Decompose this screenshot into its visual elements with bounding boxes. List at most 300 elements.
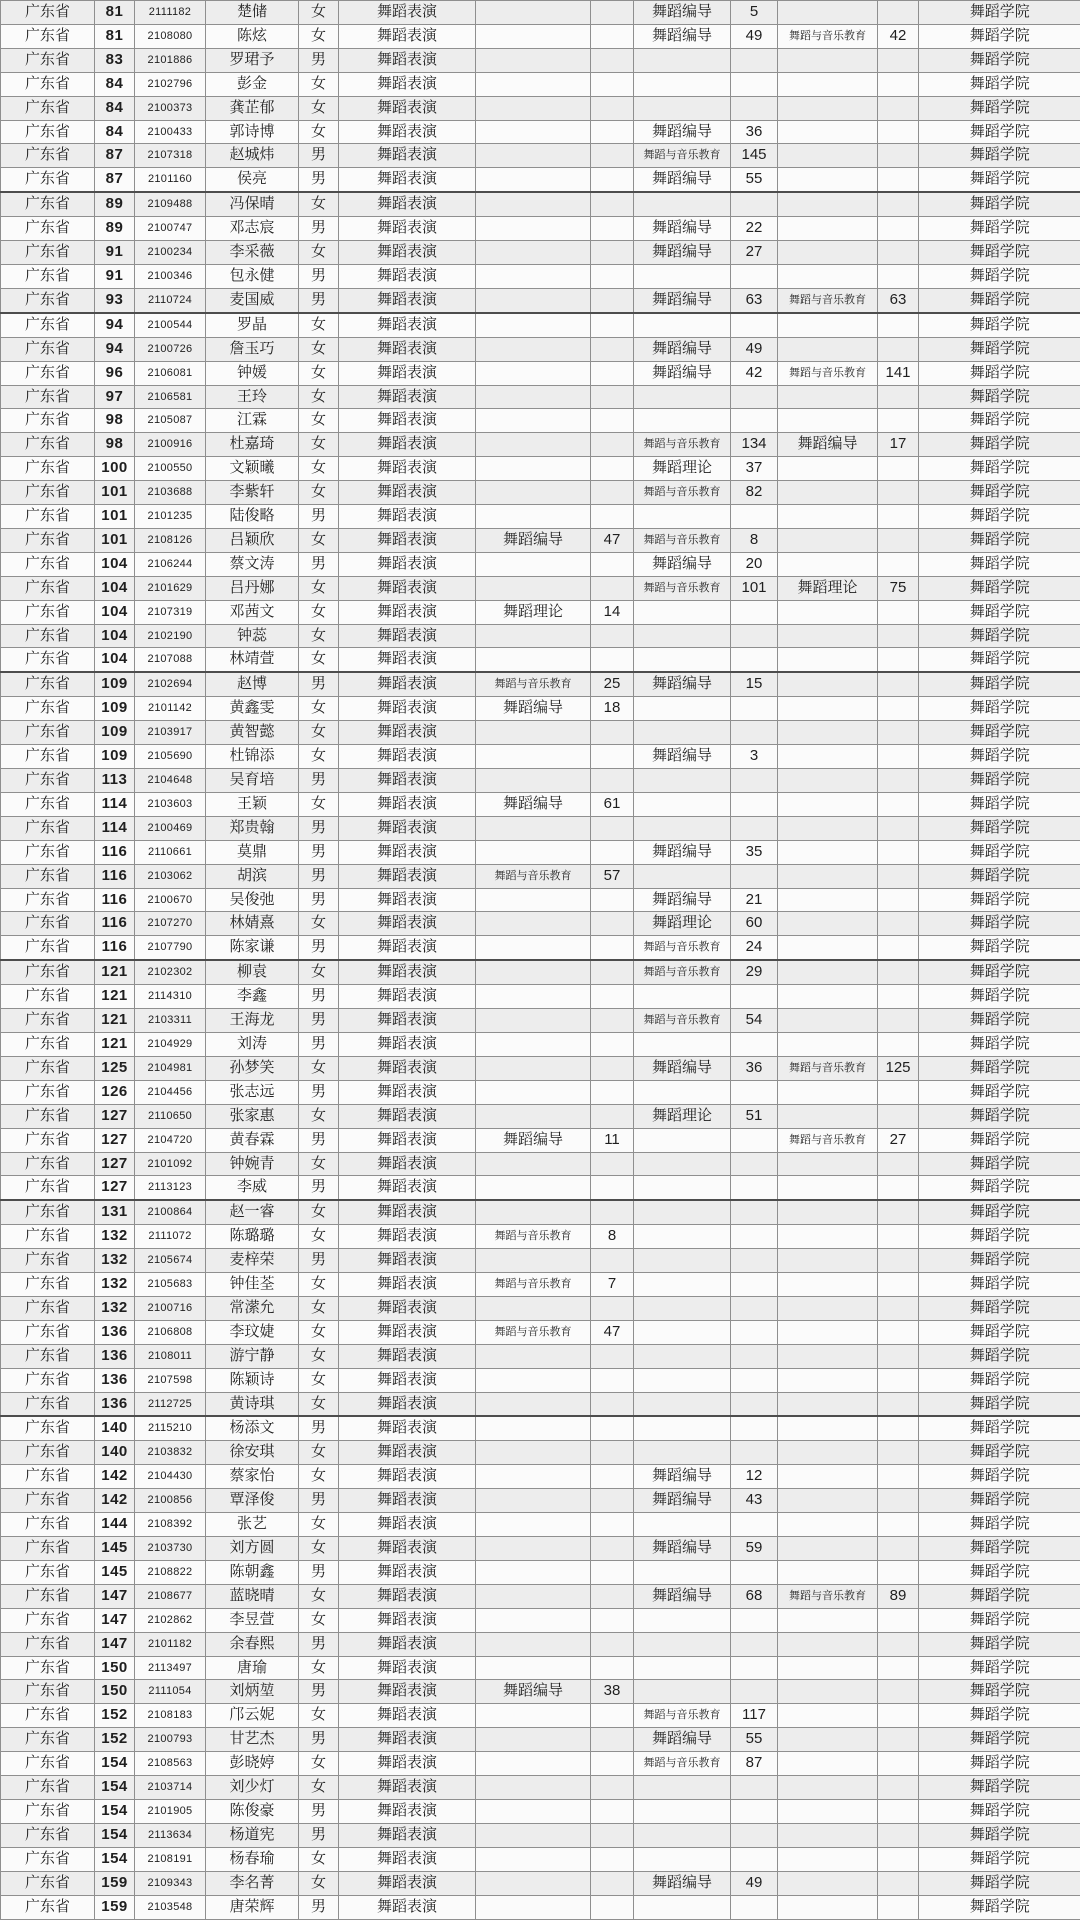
- cell-major4-name: [778, 936, 878, 960]
- cell-major3-name: [634, 1249, 731, 1273]
- cell-major1: 舞蹈表演: [339, 769, 476, 793]
- cell-college: 舞蹈学院: [919, 1656, 1080, 1680]
- cell-major4-rank: [878, 816, 919, 840]
- cell-major4-name: [778, 1176, 878, 1200]
- cell-major2-rank: [591, 1584, 634, 1608]
- cell-gender: 女: [299, 433, 339, 457]
- cell-gender: 女: [299, 1056, 339, 1080]
- cell-exam-id: 2107318: [135, 144, 206, 168]
- table-row: [1, 792, 1080, 816]
- cell-rank: 145: [95, 1560, 135, 1584]
- cell-gender: 女: [299, 1871, 339, 1895]
- cell-name: 蔡文涛: [206, 552, 299, 576]
- cell-name: 钟佳荃: [206, 1273, 299, 1297]
- cell-gender: 女: [299, 1273, 339, 1297]
- cell-province: 广东省: [1, 1560, 95, 1584]
- cell-major4-name: [778, 1608, 878, 1632]
- cell-major4-rank: [878, 1537, 919, 1561]
- cell-exam-id: 2104648: [135, 769, 206, 793]
- cell-name: 吕颖欣: [206, 528, 299, 552]
- cell-province: 广东省: [1, 864, 95, 888]
- cell-major3-rank: [731, 1823, 778, 1847]
- cell-major4-rank: [878, 1009, 919, 1033]
- cell-major3-name: [634, 1128, 731, 1152]
- cell-major3-name: 舞蹈理论: [634, 912, 731, 936]
- cell-major2-name: [476, 72, 591, 96]
- cell-name: 余春熙: [206, 1632, 299, 1656]
- cell-major3-rank: 20: [731, 552, 778, 576]
- table-row: [1, 1441, 1080, 1465]
- cell-gender: 女: [299, 24, 339, 48]
- cell-province: 广东省: [1, 648, 95, 672]
- cell-province: 广东省: [1, 1032, 95, 1056]
- cell-major4-rank: [878, 697, 919, 721]
- cell-rank: 121: [95, 1032, 135, 1056]
- cell-gender: 女: [299, 1392, 339, 1416]
- cell-major1: 舞蹈表演: [339, 1847, 476, 1871]
- cell-college: 舞蹈学院: [919, 1871, 1080, 1895]
- cell-major3-rank: [731, 385, 778, 409]
- cell-name: 孙梦笑: [206, 1056, 299, 1080]
- cell-rank: 136: [95, 1368, 135, 1392]
- cell-major2-rank: [591, 1752, 634, 1776]
- table-row: [1, 1465, 1080, 1489]
- cell-major4-name: [778, 1752, 878, 1776]
- cell-major3-rank: [731, 1513, 778, 1537]
- cell-major1: 舞蹈表演: [339, 313, 476, 337]
- cell-province: 广东省: [1, 1104, 95, 1128]
- cell-major1: 舞蹈表演: [339, 241, 476, 265]
- cell-major4-rank: [878, 1273, 919, 1297]
- cell-major3-name: [634, 1847, 731, 1871]
- cell-major2-rank: [591, 840, 634, 864]
- cell-major2-rank: [591, 745, 634, 769]
- cell-major4-name: [778, 1, 878, 25]
- cell-exam-id: 2100234: [135, 241, 206, 265]
- cell-exam-id: 2100747: [135, 217, 206, 241]
- cell-major2-name: [476, 888, 591, 912]
- cell-major4-rank: [878, 985, 919, 1009]
- cell-major4-name: 舞蹈与音乐教育: [778, 288, 878, 312]
- cell-gender: 男: [299, 505, 339, 529]
- cell-name: 刘涛: [206, 1032, 299, 1056]
- cell-major1: 舞蹈表演: [339, 24, 476, 48]
- cell-major1: 舞蹈表演: [339, 1489, 476, 1513]
- cell-major4-rank: 42: [878, 24, 919, 48]
- cell-major3-name: 舞蹈编导: [634, 1537, 731, 1561]
- cell-rank: 104: [95, 648, 135, 672]
- cell-rank: 136: [95, 1392, 135, 1416]
- cell-major4-rank: [878, 1895, 919, 1919]
- table-row: [1, 1225, 1080, 1249]
- cell-major3-rank: [731, 600, 778, 624]
- cell-major4-rank: [878, 1656, 919, 1680]
- cell-college: 舞蹈学院: [919, 1152, 1080, 1176]
- cell-major2-name: [476, 1871, 591, 1895]
- cell-major4-name: [778, 648, 878, 672]
- cell-major2-name: [476, 1392, 591, 1416]
- cell-college: 舞蹈学院: [919, 769, 1080, 793]
- cell-college: 舞蹈学院: [919, 1632, 1080, 1656]
- cell-major3-name: [634, 1680, 731, 1704]
- cell-major4-rank: [878, 1392, 919, 1416]
- cell-major4-rank: [878, 600, 919, 624]
- table-row: [1, 1752, 1080, 1776]
- cell-name: 蔡家怡: [206, 1465, 299, 1489]
- cell-major1: 舞蹈表演: [339, 1056, 476, 1080]
- cell-major3-name: 舞蹈编导: [634, 361, 731, 385]
- cell-major2-rank: [591, 1847, 634, 1871]
- cell-college: 舞蹈学院: [919, 528, 1080, 552]
- cell-major4-name: 舞蹈与音乐教育: [778, 361, 878, 385]
- cell-major3-name: [634, 1392, 731, 1416]
- cell-rank: 154: [95, 1776, 135, 1800]
- cell-name: 杨春瑜: [206, 1847, 299, 1871]
- cell-college: 舞蹈学院: [919, 745, 1080, 769]
- cell-major1: 舞蹈表演: [339, 721, 476, 745]
- cell-major2-name: [476, 624, 591, 648]
- table-row: [1, 552, 1080, 576]
- cell-rank: 91: [95, 241, 135, 265]
- cell-major3-rank: [731, 1032, 778, 1056]
- cell-name: 赵一睿: [206, 1200, 299, 1224]
- cell-province: 广东省: [1, 721, 95, 745]
- cell-major2-name: [476, 481, 591, 505]
- cell-major3-name: 舞蹈编导: [634, 1728, 731, 1752]
- cell-rank: 114: [95, 816, 135, 840]
- cell-major2-name: [476, 337, 591, 361]
- cell-province: 广东省: [1, 48, 95, 72]
- cell-major2-rank: [591, 1704, 634, 1728]
- cell-rank: 132: [95, 1296, 135, 1320]
- cell-gender: 女: [299, 72, 339, 96]
- cell-name: 常潆允: [206, 1296, 299, 1320]
- cell-major3-name: 舞蹈编导: [634, 337, 731, 361]
- cell-major2-name: 舞蹈理论: [476, 600, 591, 624]
- cell-major4-name: [778, 1465, 878, 1489]
- cell-name: 陈颖诗: [206, 1368, 299, 1392]
- cell-major4-name: [778, 624, 878, 648]
- cell-major3-rank: [731, 264, 778, 288]
- table-row: [1, 648, 1080, 672]
- cell-major4-rank: [878, 1, 919, 25]
- cell-rank: 116: [95, 912, 135, 936]
- cell-gender: 女: [299, 1752, 339, 1776]
- cell-major4-rank: [878, 1441, 919, 1465]
- cell-major1: 舞蹈表演: [339, 1176, 476, 1200]
- cell-major2-rank: [591, 72, 634, 96]
- cell-college: 舞蹈学院: [919, 1823, 1080, 1847]
- cell-major4-rank: [878, 721, 919, 745]
- cell-major3-rank: 49: [731, 337, 778, 361]
- cell-gender: 女: [299, 337, 339, 361]
- cell-major2-rank: 18: [591, 697, 634, 721]
- table-row: [1, 361, 1080, 385]
- cell-rank: 109: [95, 672, 135, 696]
- cell-major1: 舞蹈表演: [339, 1032, 476, 1056]
- cell-major4-rank: [878, 48, 919, 72]
- cell-major2-rank: [591, 433, 634, 457]
- cell-province: 广东省: [1, 600, 95, 624]
- cell-major3-name: [634, 192, 731, 216]
- cell-major3-name: [634, 1416, 731, 1440]
- cell-major3-rank: 12: [731, 1465, 778, 1489]
- cell-gender: 女: [299, 1344, 339, 1368]
- cell-major2-rank: [591, 48, 634, 72]
- cell-major2-name: [476, 1584, 591, 1608]
- table-row: [1, 1273, 1080, 1297]
- cell-major3-rank: 49: [731, 24, 778, 48]
- cell-major3-rank: [731, 816, 778, 840]
- cell-gender: 男: [299, 1823, 339, 1847]
- cell-major3-name: [634, 1560, 731, 1584]
- cell-major3-name: [634, 1152, 731, 1176]
- cell-name: 游宁静: [206, 1344, 299, 1368]
- cell-name: 杨道宪: [206, 1823, 299, 1847]
- cell-major3-name: [634, 1513, 731, 1537]
- cell-major1: 舞蹈表演: [339, 1513, 476, 1537]
- cell-major3-name: 舞蹈编导: [634, 120, 731, 144]
- cell-college: 舞蹈学院: [919, 1608, 1080, 1632]
- cell-major1: 舞蹈表演: [339, 960, 476, 984]
- cell-exam-id: 2103917: [135, 721, 206, 745]
- cell-major3-rank: [731, 1416, 778, 1440]
- cell-exam-id: 2100864: [135, 1200, 206, 1224]
- cell-major3-name: [634, 1344, 731, 1368]
- cell-major4-name: [778, 409, 878, 433]
- cell-exam-id: 2106081: [135, 361, 206, 385]
- cell-province: 广东省: [1, 840, 95, 864]
- cell-major2-name: [476, 1560, 591, 1584]
- cell-major2-rank: [591, 264, 634, 288]
- cell-name: 李鑫: [206, 985, 299, 1009]
- cell-major4-rank: [878, 745, 919, 769]
- cell-exam-id: 2110724: [135, 288, 206, 312]
- table-row: [1, 385, 1080, 409]
- cell-major4-rank: 125: [878, 1056, 919, 1080]
- cell-exam-id: 2104720: [135, 1128, 206, 1152]
- cell-exam-id: 2114310: [135, 985, 206, 1009]
- cell-major4-rank: [878, 792, 919, 816]
- cell-province: 广东省: [1, 1, 95, 25]
- cell-exam-id: 2101629: [135, 576, 206, 600]
- cell-major4-rank: [878, 168, 919, 192]
- cell-major4-rank: [878, 481, 919, 505]
- cell-major2-name: [476, 1032, 591, 1056]
- cell-major1: 舞蹈表演: [339, 552, 476, 576]
- cell-major2-rank: [591, 241, 634, 265]
- table-row: [1, 912, 1080, 936]
- cell-gender: 女: [299, 361, 339, 385]
- table-row: [1, 192, 1080, 216]
- cell-major3-name: [634, 1823, 731, 1847]
- cell-gender: 男: [299, 1009, 339, 1033]
- cell-major3-name: [634, 769, 731, 793]
- table-row: [1, 1632, 1080, 1656]
- cell-college: 舞蹈学院: [919, 1752, 1080, 1776]
- cell-name: 邓志宸: [206, 217, 299, 241]
- cell-major2-rank: [591, 1608, 634, 1632]
- cell-major3-name: [634, 313, 731, 337]
- cell-major3-rank: [731, 1608, 778, 1632]
- cell-rank: 150: [95, 1680, 135, 1704]
- cell-rank: 114: [95, 792, 135, 816]
- cell-name: 麦国威: [206, 288, 299, 312]
- cell-major4-rank: [878, 936, 919, 960]
- cell-exam-id: 2113634: [135, 1823, 206, 1847]
- cell-major2-name: [476, 1416, 591, 1440]
- cell-major4-name: [778, 792, 878, 816]
- cell-major1: 舞蹈表演: [339, 433, 476, 457]
- cell-major1: 舞蹈表演: [339, 1273, 476, 1297]
- cell-gender: 女: [299, 528, 339, 552]
- cell-major3-rank: 22: [731, 217, 778, 241]
- cell-exam-id: 2108563: [135, 1752, 206, 1776]
- cell-major2-rank: 7: [591, 1273, 634, 1297]
- cell-major4-name: [778, 745, 878, 769]
- cell-major2-name: [476, 1895, 591, 1919]
- cell-major2-name: 舞蹈编导: [476, 528, 591, 552]
- cell-major1: 舞蹈表演: [339, 1441, 476, 1465]
- cell-major2-name: [476, 985, 591, 1009]
- cell-college: 舞蹈学院: [919, 697, 1080, 721]
- cell-major2-rank: [591, 217, 634, 241]
- table-row: [1, 1152, 1080, 1176]
- cell-major2-name: [476, 1368, 591, 1392]
- cell-major2-rank: 8: [591, 1225, 634, 1249]
- cell-major3-name: 舞蹈编导: [634, 552, 731, 576]
- cell-major2-name: [476, 361, 591, 385]
- cell-exam-id: 2100373: [135, 96, 206, 120]
- cell-major2-name: [476, 1847, 591, 1871]
- cell-major1: 舞蹈表演: [339, 1823, 476, 1847]
- cell-major4-rank: [878, 120, 919, 144]
- cell-major3-name: 舞蹈与音乐教育: [634, 1704, 731, 1728]
- cell-name: 彭晓婷: [206, 1752, 299, 1776]
- table-row: [1, 1537, 1080, 1561]
- cell-name: 彭金: [206, 72, 299, 96]
- cell-major3-name: 舞蹈编导: [634, 1465, 731, 1489]
- cell-exam-id: 2106581: [135, 385, 206, 409]
- cell-name: 杨添文: [206, 1416, 299, 1440]
- cell-exam-id: 2100469: [135, 816, 206, 840]
- cell-gender: 女: [299, 792, 339, 816]
- cell-gender: 男: [299, 936, 339, 960]
- cell-major2-name: [476, 96, 591, 120]
- cell-major1: 舞蹈表演: [339, 1128, 476, 1152]
- cell-name: 王海龙: [206, 1009, 299, 1033]
- cell-major2-rank: [591, 457, 634, 481]
- cell-college: 舞蹈学院: [919, 576, 1080, 600]
- cell-major2-name: [476, 241, 591, 265]
- cell-major3-rank: 37: [731, 457, 778, 481]
- cell-exam-id: 2105674: [135, 1249, 206, 1273]
- cell-gender: 男: [299, 48, 339, 72]
- cell-gender: 男: [299, 1728, 339, 1752]
- table-row: [1, 1704, 1080, 1728]
- cell-gender: 女: [299, 120, 339, 144]
- cell-name: 黄智懿: [206, 721, 299, 745]
- cell-college: 舞蹈学院: [919, 792, 1080, 816]
- cell-major2-name: [476, 1009, 591, 1033]
- cell-major1: 舞蹈表演: [339, 385, 476, 409]
- cell-major4-name: [778, 1823, 878, 1847]
- cell-major4-name: [778, 721, 878, 745]
- cell-college: 舞蹈学院: [919, 264, 1080, 288]
- cell-province: 广东省: [1, 1871, 95, 1895]
- cell-province: 广东省: [1, 1608, 95, 1632]
- cell-major2-name: 舞蹈编导: [476, 1680, 591, 1704]
- cell-gender: 男: [299, 1895, 339, 1919]
- cell-gender: 男: [299, 1176, 339, 1200]
- cell-gender: 男: [299, 1799, 339, 1823]
- cell-major3-name: [634, 1032, 731, 1056]
- cell-gender: 女: [299, 1152, 339, 1176]
- cell-major2-rank: 57: [591, 864, 634, 888]
- cell-exam-id: 2103832: [135, 1441, 206, 1465]
- cell-exam-id: 2111054: [135, 1680, 206, 1704]
- cell-province: 广东省: [1, 816, 95, 840]
- cell-gender: 女: [299, 1847, 339, 1871]
- cell-name: 龚芷郁: [206, 96, 299, 120]
- cell-major4-rank: [878, 1368, 919, 1392]
- cell-rank: 87: [95, 168, 135, 192]
- cell-major4-rank: [878, 1728, 919, 1752]
- cell-gender: 女: [299, 192, 339, 216]
- cell-exam-id: 2110661: [135, 840, 206, 864]
- cell-major2-rank: [591, 1176, 634, 1200]
- cell-major2-rank: [591, 1489, 634, 1513]
- cell-major3-rank: [731, 313, 778, 337]
- cell-major1: 舞蹈表演: [339, 624, 476, 648]
- cell-rank: 113: [95, 769, 135, 793]
- table-row: [1, 672, 1080, 696]
- cell-college: 舞蹈学院: [919, 217, 1080, 241]
- cell-name: 唐荣辉: [206, 1895, 299, 1919]
- cell-exam-id: 2102190: [135, 624, 206, 648]
- cell-major3-name: [634, 624, 731, 648]
- cell-gender: 男: [299, 288, 339, 312]
- cell-major1: 舞蹈表演: [339, 1537, 476, 1561]
- cell-college: 舞蹈学院: [919, 1080, 1080, 1104]
- cell-major4-rank: [878, 1752, 919, 1776]
- cell-exam-id: 2103311: [135, 1009, 206, 1033]
- cell-major3-rank: [731, 1320, 778, 1344]
- cell-major4-name: [778, 888, 878, 912]
- cell-major2-rank: [591, 192, 634, 216]
- cell-college: 舞蹈学院: [919, 1704, 1080, 1728]
- cell-major2-name: [476, 144, 591, 168]
- cell-exam-id: 2111072: [135, 1225, 206, 1249]
- cell-exam-id: 2106808: [135, 1320, 206, 1344]
- cell-major3-name: 舞蹈与音乐教育: [634, 144, 731, 168]
- cell-rank: 104: [95, 600, 135, 624]
- cell-major1: 舞蹈表演: [339, 1632, 476, 1656]
- cell-major3-rank: 42: [731, 361, 778, 385]
- cell-major2-name: [476, 552, 591, 576]
- cell-major4-name: [778, 313, 878, 337]
- cell-major2-rank: [591, 936, 634, 960]
- cell-province: 广东省: [1, 481, 95, 505]
- cell-major2-name: [476, 48, 591, 72]
- cell-major4-rank: [878, 960, 919, 984]
- cell-major4-rank: [878, 1249, 919, 1273]
- cell-major4-name: [778, 337, 878, 361]
- cell-province: 广东省: [1, 96, 95, 120]
- cell-major4-name: [778, 120, 878, 144]
- cell-name: 覃泽俊: [206, 1489, 299, 1513]
- cell-college: 舞蹈学院: [919, 1, 1080, 25]
